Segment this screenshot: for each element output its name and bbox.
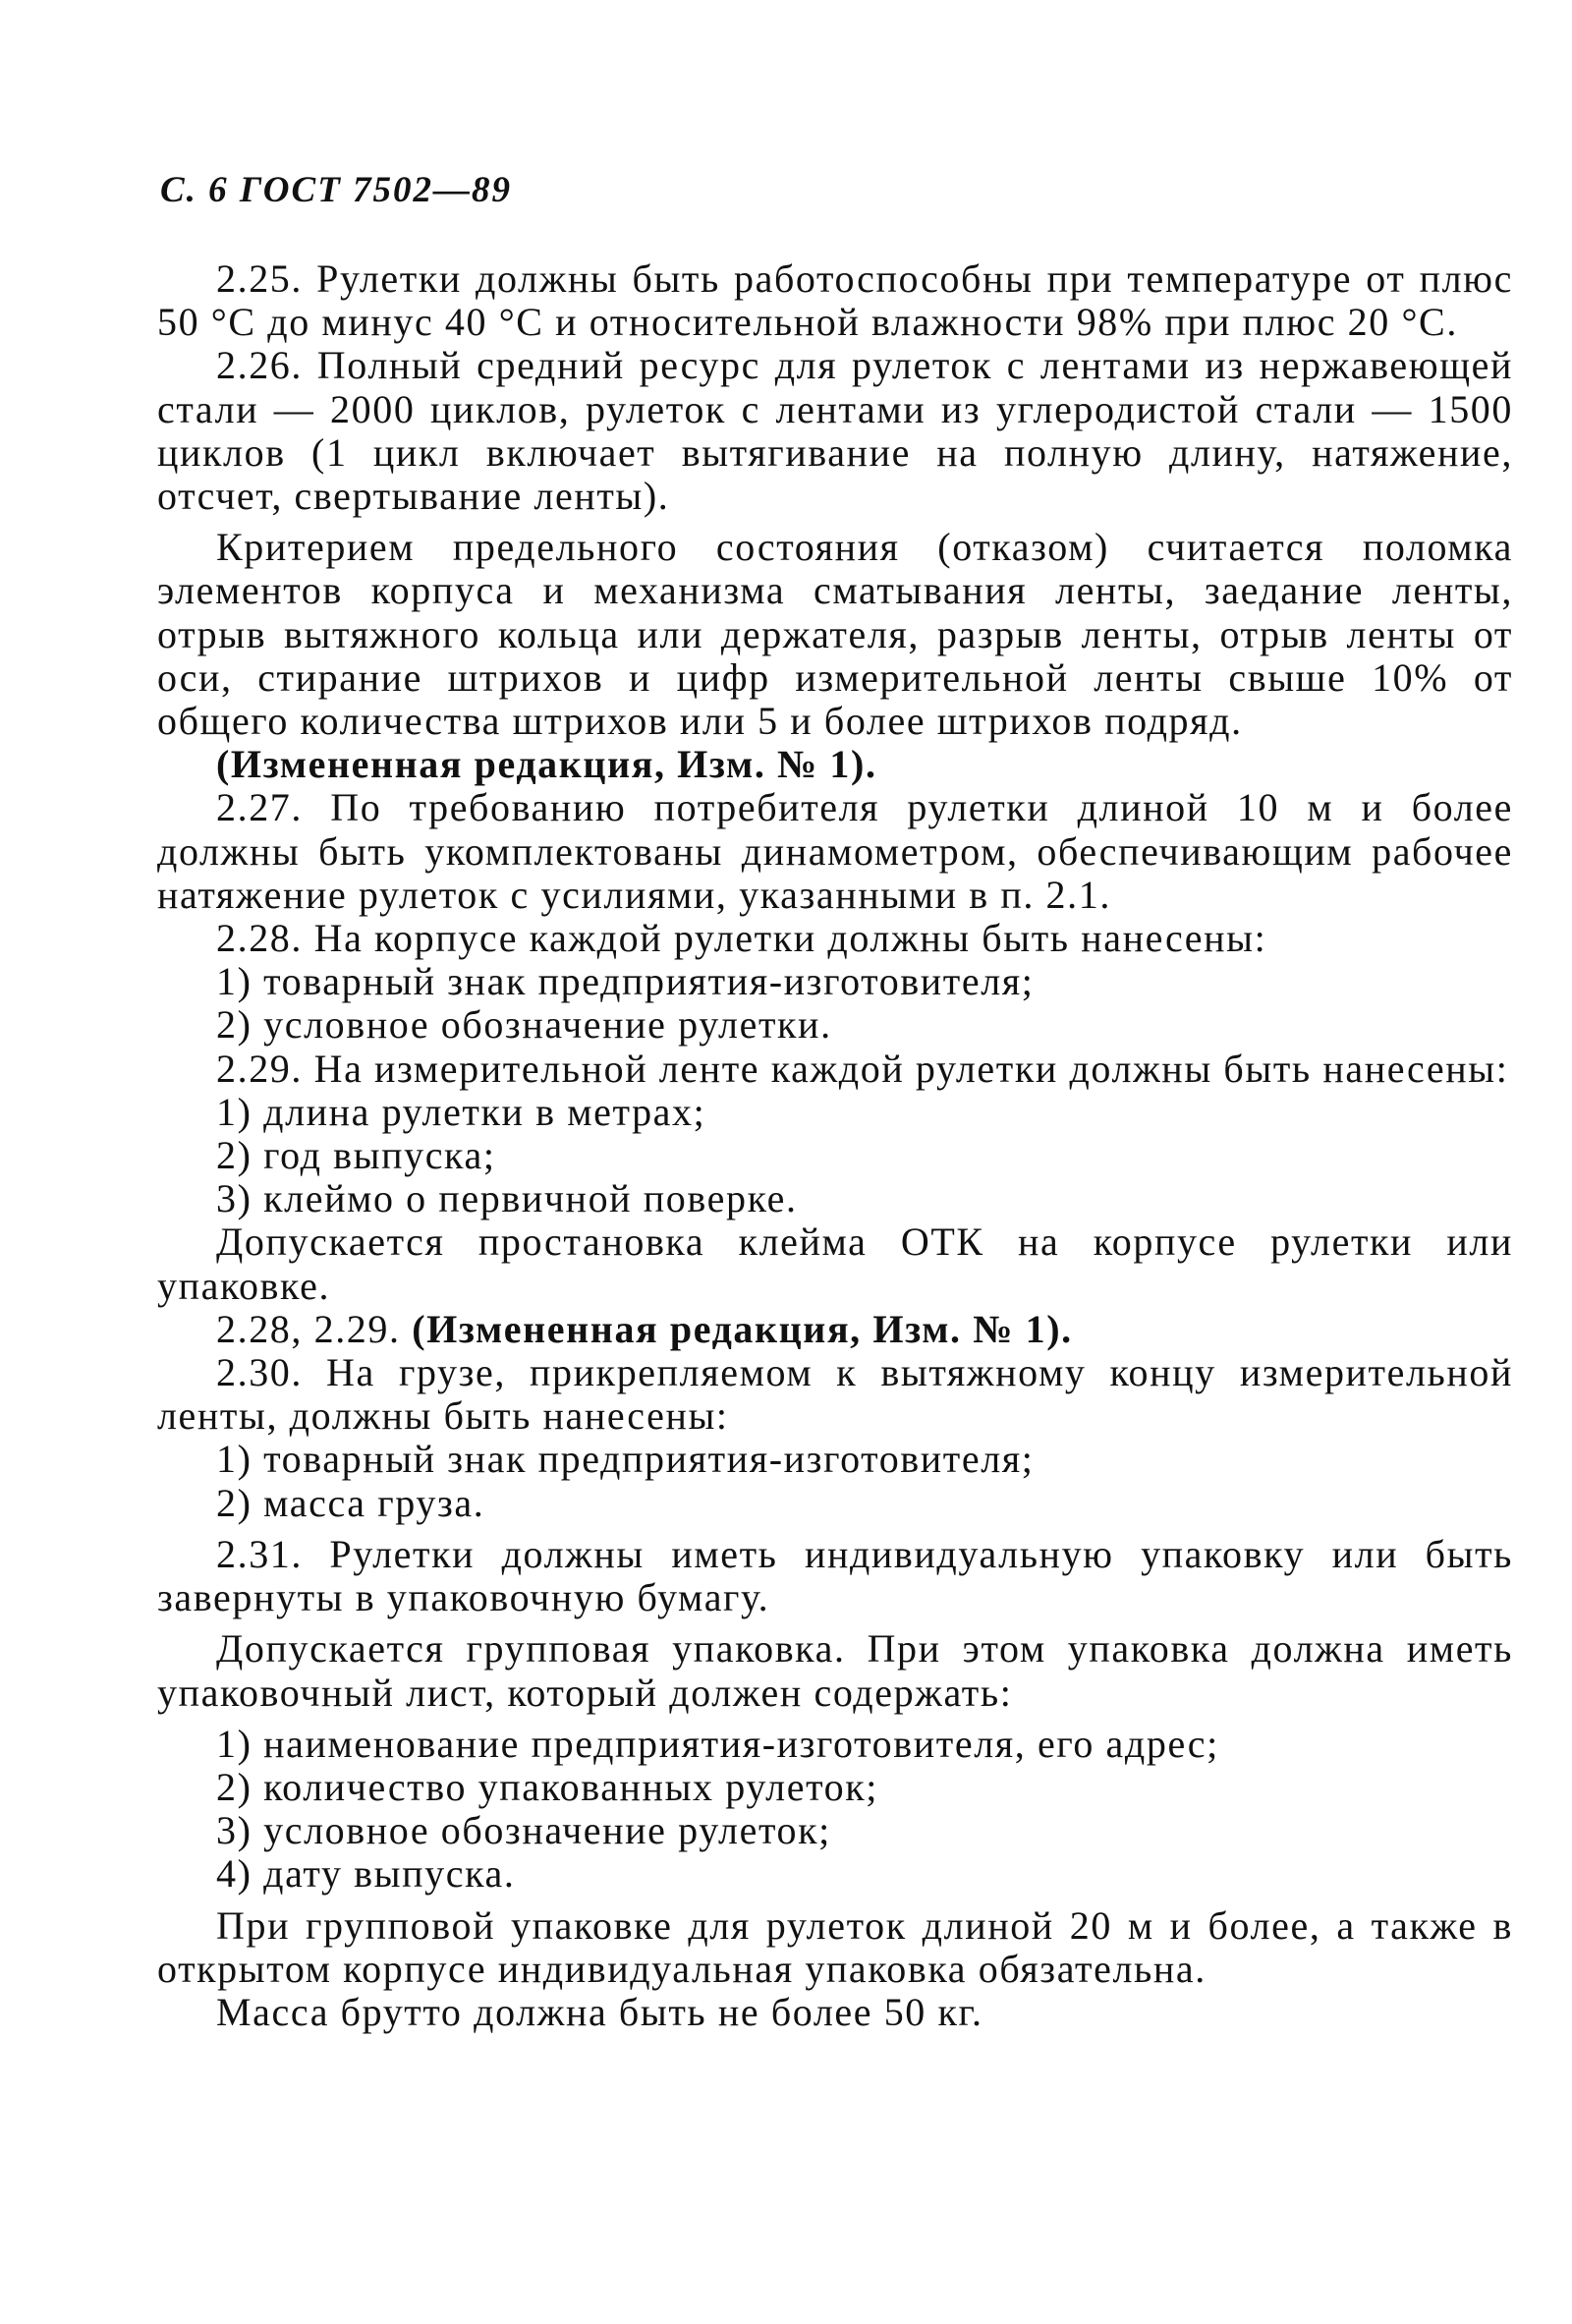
- amendment-note: (Измененная редакция, Изм. № 1).: [216, 742, 877, 787]
- list-item: 3) условное обозначение рулеток;: [216, 1808, 831, 1853]
- amendment-note-line: [157, 1308, 1513, 1351]
- paragraph-2-28: 2.28. На корпусе каждой рулетки должны быть нанесены:: [216, 916, 1267, 961]
- list-item: 3) клеймо о первичной поверке.: [216, 1176, 798, 1221]
- list-item: 2) количество упакованных рулеток;: [216, 1764, 878, 1809]
- list-item: 1) наименование предприятия-изготовителя, его адрес;: [216, 1721, 1219, 1766]
- list-item: 1) длина рулетки в метрах;: [216, 1089, 706, 1134]
- document-body: [157, 257, 1513, 2034]
- paragraph-failure-criterion: Критерием предельного состояния (отказом) считается поломка элементов корпуса и механизма сматывания ленты, заедание ленты, отрыв вытяжного кольца или держателя, разрыв ленты, отрыв ленты от оси, стирание штрихов и цифр измерительной ленты свыше 10% от общего количества штрихов или 5 и более штрихов подряд.: [157, 525, 1513, 744]
- paragraph-2-29: 2.29. На измерительной ленте каждой рулетки должны быть нанесены:: [216, 1046, 1509, 1091]
- list-item: 4) дату выпуска.: [216, 1851, 516, 1897]
- paragraph-group-packaging: Допускается групповая упаковка. При этом упаковка должна иметь упаковочный лист, который должен содержать:: [157, 1626, 1513, 1715]
- paragraph-2-25: 2.25. Рулетки должны быть работоспособны при температуре от плюс 50 °С до минус 40 °С и относительной влажности 98% при плюс 20 °С.: [157, 256, 1513, 345]
- list-item: 2) год выпуска;: [216, 1133, 496, 1178]
- list-item: 2) масса груза.: [216, 1480, 485, 1525]
- paragraph-individual-packaging: При групповой упаковке для рулеток длиной 20 м и более, а также в открытом корпусе индивидуальная упаковка обязательна.: [157, 1902, 1513, 1991]
- paragraph-gross-mass: Масса брутто должна быть не более 50 кг.: [216, 1989, 983, 2034]
- amendment-ref: 2.28, 2.29.: [216, 1306, 401, 1351]
- paragraph-2-31: 2.31. Рулетки должны иметь индивидуальную упаковку или быть завернуты в упаковочную бумагу.: [157, 1531, 1513, 1620]
- paragraph-2-27: 2.27. По требованию потребителя рулетки длиной 10 м и более должны быть укомплектованы динамометром, обеспечивающим рабочее натяжение рулеток с усилиями, указанными в п. 2.1.: [157, 785, 1513, 917]
- list-item: 1) товарный знак предприятия-изготовителя;: [216, 1437, 1035, 1482]
- list-item: 1) товарный знак предприятия-изготовителя;: [216, 959, 1035, 1004]
- amendment-note: (Измененная редакция, Изм. № 1).: [412, 1306, 1073, 1351]
- paragraph-2-26: 2.26. Полный средний ресурс для рулеток с лентами из нержавеющей стали — 2000 циклов, рулеток с лентами из углеродистой стали — 1500 циклов (1 цикл включает вытягивание на полную длину, натяжение, отсчет, свертывание ленты).: [157, 343, 1513, 519]
- list-item: 2) условное обозначение рулетки.: [216, 1002, 832, 1048]
- paragraph-2-30: 2.30. На грузе, прикрепляемом к вытяжному концу измерительной ленты, должны быть нанесены:: [157, 1350, 1513, 1439]
- paragraph-otk-stamp: Допускается простановка клейма ОТК на корпусе рулетки или упаковке.: [157, 1219, 1513, 1308]
- page-header: С. 6 ГОСТ 7502—89: [160, 170, 513, 210]
